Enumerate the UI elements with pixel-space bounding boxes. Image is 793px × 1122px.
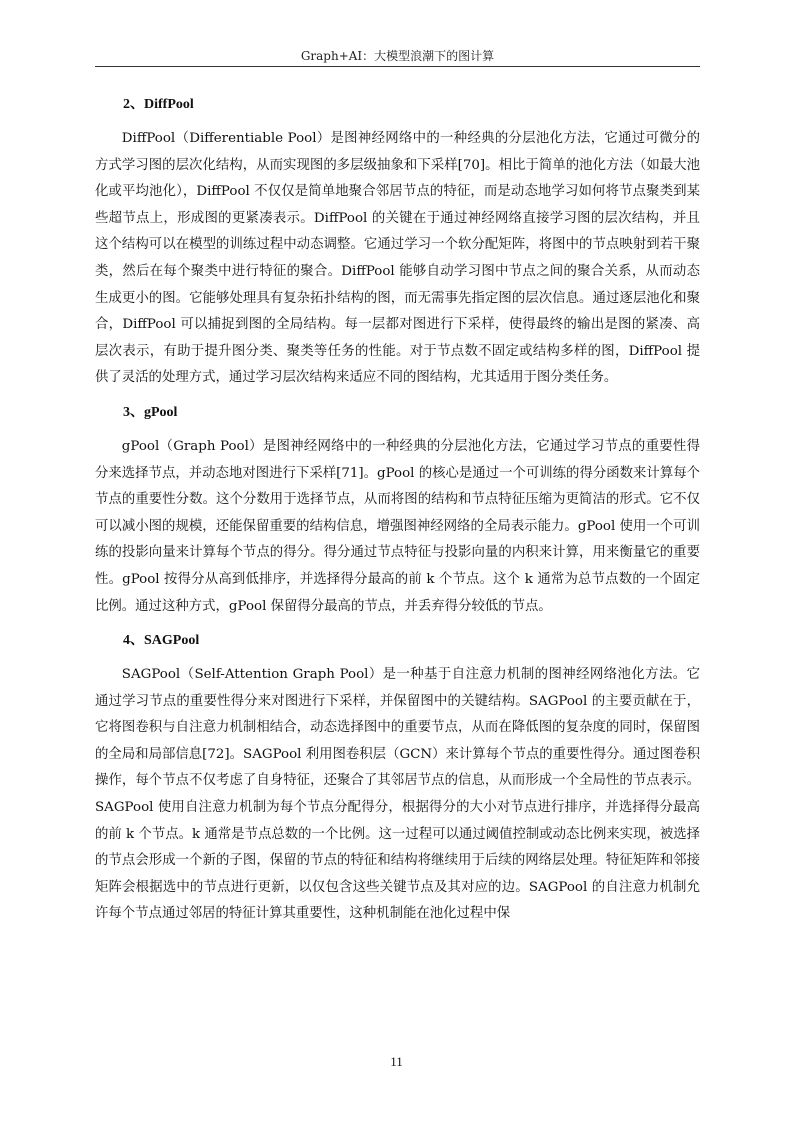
page-number: 11 [390, 1054, 403, 1069]
section-diffpool [95, 92, 700, 392]
header-rule [95, 66, 700, 67]
section-paragraph: DiffPool（Differentiable Pool）是图神经网络中的一种经典的分层池化方法，它通过可微分的方式学习图的层次化结构，从而实现图的多层级抽象和下采样[70]。相比于简单的池化方法（如最大池化或平均池化），DiffPool 不仅仅是简单地聚合邻居节点的特征，而是动态地学习如何将节点聚类到某些超节点上，形成图的更紧凑表示。DiffPool 的关键在于通过神经网络直接学习图的层次结构，并且这个结构可以在模型的训练过程中动态调整。它通过学习一个软分配矩阵，将图中的节点映射到若干聚类，然后在每个聚类中进行特征的聚合。DiffPool 能够自动学习图中节点之间的聚合关系，从而动态生成更小的图。它能够处理具有复杂拓扑结构的图，而无需事先指定图的层次信息。通过逐层池化和聚合，DiffPool 可以捕捉到图的全局结构。每一层都对图进行下采样，使得最终的输出是图的紧凑、高层次表示，有助于提升图分类、聚类等任务的性能。对于节点数不固定或结构多样的图，DiffPool 提供了灵活的处理方式，通过学习层次结构来适应不同的图结构，尤其适用于图分类任务。 [95, 131, 700, 386]
section-heading: 3、gPool [123, 404, 178, 420]
section-gpool [95, 400, 700, 620]
section-heading: 2、DiffPool [123, 97, 194, 112]
section-heading: 4、SAGPool [123, 633, 200, 649]
running-header: Graph+AI：大模型浪潮下的图计算 [300, 49, 495, 63]
section-sagpool [95, 628, 700, 928]
section-paragraph: gPool（Graph Pool）是图神经网络中的一种经典的分层池化方法，它通过学习节点的重要性得分来选择节点，并动态地对图进行下采样[71]。gPool 的核心是通过一个可训练的得分函数来计算每个节点的重要性分数。这个分数用于选择节点，从而将图的结构和节点特征压缩为更简洁的形式。它不仅可以减小图的规模，还能保留重要的结构信息，增强图神经网络的全局表示能力。gPool 使用一个可训练的投影向量来计算每个节点的得分。得分通过节点特征与投影向量的内积来计算，用来衡量它的重要性。gPool 按得分从高到低排序，并选择得分最高的前 k 个节点。这个 k 通常为总节点数的一个固定比例。通过这种方式，gPool 保留得分最高的节点，并丢弃得分较低的节点。 [95, 438, 700, 614]
section-paragraph: SAGPool（Self-Attention Graph Pool）是一种基于自注意力机制的图神经网络池化方法。它通过学习节点的重要性得分来对图进行下采样，并保留图中的关键结构。SAGPool 的主要贡献在于，它将图卷积与自注意力机制相结合，动态选择图中的重要节点，从而在降低图的复杂度的同时，保留图的全局和局部信息[72]。SAGPool 利用图卷积层（GCN）来计算每个节点的重要性得分。通过图卷积操作，每个节点不仅考虑了自身特征，还聚合了其邻居节点的信息，从而形成一个全局性的节点表示。SAGPool 使用自注意力机制为每个节点分配得分，根据得分的大小对节点进行排序，并选择得分最高的前 k 个节点。k 通常是节点总数的一个比例。这一过程可以通过阈值控制或动态比例来实现，被选择的节点会形成一个新的子图，保留的节点的特征和结构将继续用于后续的网络层处理。特征矩阵和邻接矩阵会根据选中的节点进行更新，以仅包含这些关键节点及其对应的边。SAGPool 的自注意力机制允许每个节点通过邻居的特征计算其重要性，这种机制能在池化过程中保 [95, 667, 700, 922]
page-body [95, 92, 700, 936]
